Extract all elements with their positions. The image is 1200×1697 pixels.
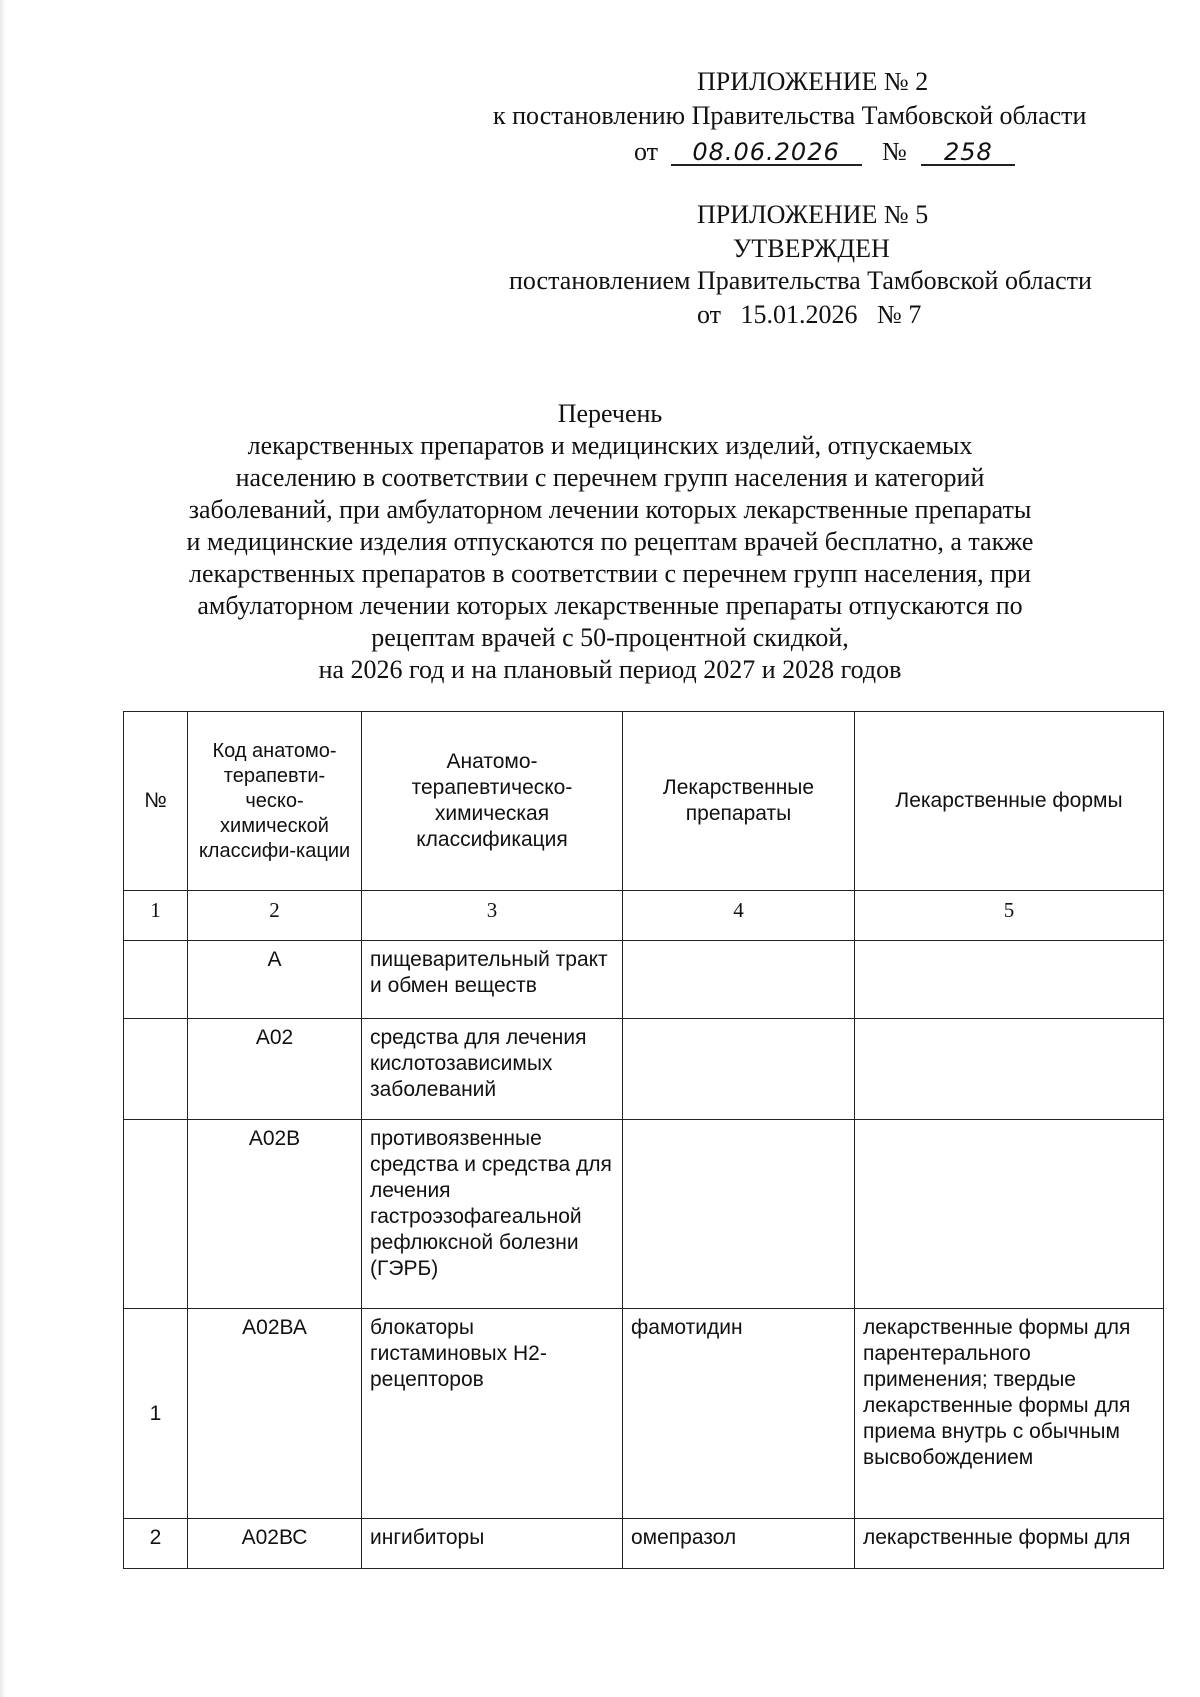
row-number [124, 1019, 188, 1120]
col-number: 4 [623, 891, 855, 941]
table-row [124, 1019, 1164, 1120]
atc-classification: противоязвенные средства и средства для лечения гастроэзофагеальной рефлюксной болезни (ГЭРБ) [362, 1120, 623, 1309]
appendix-2-heading: ПРИЛОЖЕНИЕ № 2 [697, 67, 929, 96]
row-number: 2 [124, 1519, 188, 1569]
drug-name: омепразол [623, 1519, 855, 1569]
drug-forms [855, 1019, 1164, 1120]
drug-name [623, 1120, 855, 1309]
title-line: населению в соответствии с перечнем групп населения и категорий [235, 463, 985, 492]
table-row [124, 1309, 1164, 1519]
original-date-line: от 15.01.2026 № 7 [697, 300, 922, 329]
atc-classification: пищеварительный тракт и обмен веществ [362, 941, 623, 1019]
header-row [124, 712, 1164, 891]
resolution-number-line [634, 137, 1015, 167]
to-resolution-line: к постановлению Правительства Тамбовской области [493, 101, 1087, 130]
col-header-number: № [124, 712, 188, 891]
from-label: от [634, 137, 659, 166]
atc-classification: блокаторы гистаминовых Н2-рецепторов [362, 1309, 623, 1519]
atc-classification: средства для лечения кислотозависимых заболеваний [362, 1019, 623, 1120]
col-number: 3 [362, 891, 623, 941]
by-resolution-line: постановлением Правительства Тамбовской области [509, 266, 1092, 295]
table-row [124, 941, 1164, 1019]
appendix-5-heading: ПРИЛОЖЕНИЕ № 5 [697, 200, 929, 229]
atc-code: А02В [188, 1120, 362, 1309]
col-header-drugs: Лекарственные препараты [623, 712, 855, 891]
handwritten-number: 258 [921, 140, 1015, 166]
col-header-atc-code: Код анатомо-терапевти-ческо-химической классифи-кации [188, 712, 362, 891]
title-line: на 2026 год и на плановый период 2027 и 2028 годов [318, 655, 902, 684]
atc-classification: ингибиторы [362, 1519, 623, 1569]
atc-code: А02ВС [188, 1519, 362, 1569]
col-number: 5 [855, 891, 1164, 941]
drug-forms [855, 1120, 1164, 1309]
title-line: и медицинские изделия отпускаются по рецептам врачей бесплатно, а также [186, 527, 1034, 556]
handwritten-date: 08.06.2026 [671, 140, 862, 166]
table-row [124, 1120, 1164, 1309]
col-number: 2 [188, 891, 362, 941]
title-heading: Перечень [557, 399, 663, 428]
number-label: № [882, 137, 907, 166]
drug-forms [855, 941, 1164, 1019]
approved-label: УТВЕРЖДЕН [733, 234, 890, 263]
scan-edge [0, 0, 6, 1697]
document-title [150, 398, 1070, 686]
atc-code: А02ВА [188, 1309, 362, 1519]
title-line: лекарственных препаратов и медицинских изделий, отпускаемых [247, 431, 973, 460]
drug-list-table [123, 711, 1164, 1569]
drug-name [623, 1019, 855, 1120]
drug-name [623, 941, 855, 1019]
table-row [124, 1519, 1164, 1569]
row-number [124, 1120, 188, 1309]
title-line: амбулаторном лечении которых лекарственные препараты отпускаются по [197, 591, 1023, 620]
atc-code: А [188, 941, 362, 1019]
title-line: рецептам врачей с 50-процентной скидкой, [371, 623, 849, 652]
row-number: 1 [124, 1309, 188, 1519]
drug-forms: лекарственные формы для парентерального применения; твердые лекарственные формы для приема внутрь с обычным высвобождением [855, 1309, 1164, 1519]
col-header-forms: Лекарственные формы [855, 712, 1164, 891]
col-header-atc-classification: Анатомо-терапевтическо-химическая классификация [362, 712, 623, 891]
row-number [124, 941, 188, 1019]
drug-forms: лекарственные формы для [855, 1519, 1164, 1569]
title-line: лекарственных препаратов в соответствии с перечнем групп населения, при [189, 559, 1031, 588]
drug-name: фамотидин [623, 1309, 855, 1519]
column-number-row [124, 891, 1164, 941]
atc-code: А02 [188, 1019, 362, 1120]
title-line: заболеваний, при амбулаторном лечении которых лекарственные препараты [188, 495, 1032, 524]
col-number: 1 [124, 891, 188, 941]
